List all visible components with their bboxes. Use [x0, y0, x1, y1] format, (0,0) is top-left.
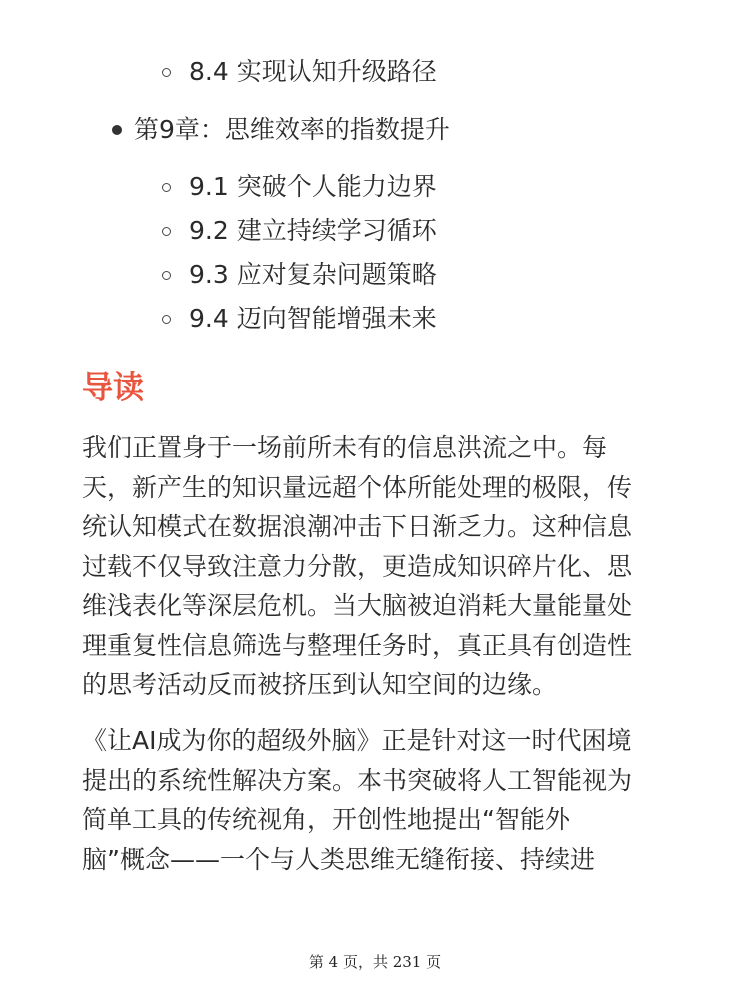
paragraph-line: 天，新产生的知识量远超个体所能处理的极限，传 [82, 472, 633, 502]
paragraph-line: 理重复性信息筛选与整理任务时，真正具有创造性 [82, 630, 633, 660]
toc-item-label: 9.2 建立持续学习循环 [189, 216, 437, 245]
paragraph-line: 维浅表化等深层危机。当大脑被迫消耗大量能量处 [82, 591, 633, 620]
hollow-bullet-icon [162, 315, 171, 324]
paragraph-intro [82, 428, 682, 705]
hollow-bullet-icon [162, 227, 171, 236]
paragraph-book-intro [82, 721, 682, 879]
toc-item-label: 第9章：思维效率的指数提升 [134, 115, 450, 144]
hollow-bullet-icon [162, 68, 171, 77]
solid-bullet-icon [112, 125, 122, 135]
paragraph-line: 提出的系统性解决方案。本书突破将人工智能视为 [82, 765, 633, 795]
paragraph-line: 过载不仅导致注意力分散，更造成知识碎片化、思 [82, 551, 633, 581]
hollow-bullet-icon [162, 271, 171, 280]
toc-item-label: 9.1 突破个人能力边界 [189, 172, 437, 201]
paragraph-line: 统认知模式在数据浪潮冲击下日渐乏力。这种信息 [82, 512, 633, 541]
paragraph-line: 的思考活动反而被挤压到认知空间的边缘。 [82, 670, 558, 699]
page-number-footer: 第 4 页，共 231 页 [308, 953, 442, 971]
toc-item-label: 9.3 应对复杂问题策略 [189, 260, 437, 289]
section-heading: 导读 [82, 370, 144, 406]
paragraph-line: 脑”概念——一个与人类思维无缝衔接、持续进 [82, 844, 595, 874]
toc-item-label: 9.4 迈向智能增强未来 [189, 304, 437, 333]
toc-item-label: 8.4 实现认知升级路径 [189, 57, 437, 86]
paragraph-line: 我们正置身于一场前所未有的信息洪流之中。每 [82, 433, 608, 462]
paragraph-line: 《让AI成为你的超级外脑》正是针对这一时代困境 [82, 726, 632, 755]
hollow-bullet-icon [162, 183, 171, 192]
paragraph-line: 简单工具的传统视角，开创性地提出“智能外 [82, 805, 570, 834]
